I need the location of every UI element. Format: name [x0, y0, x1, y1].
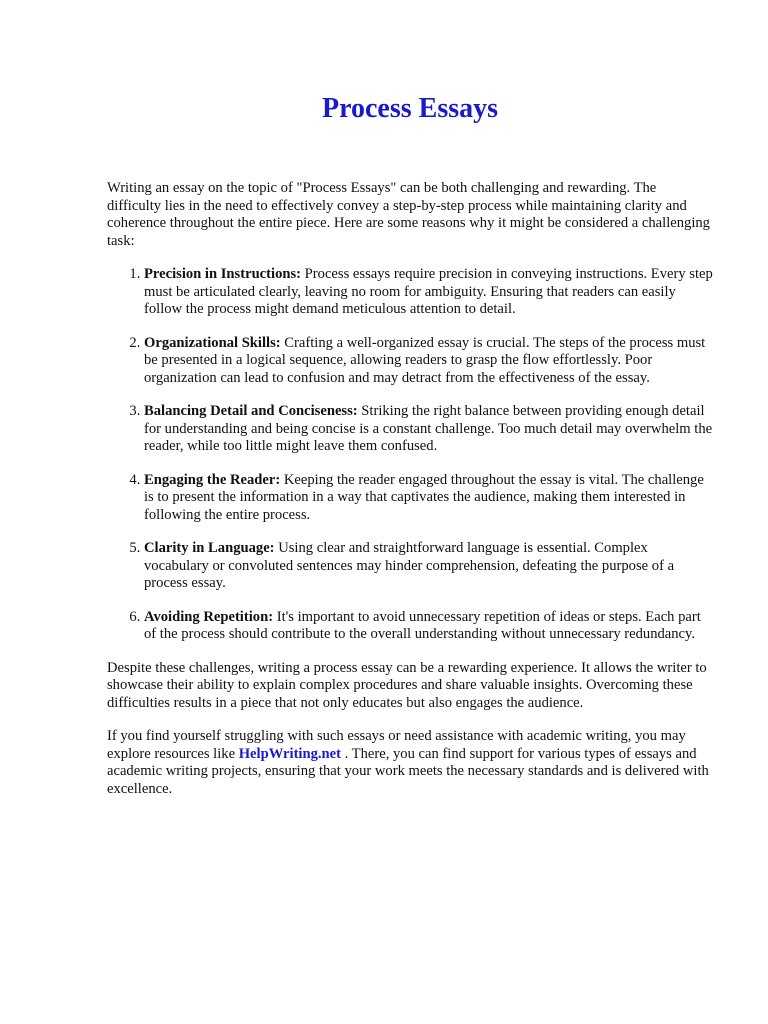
list-item-heading: Balancing Detail and Conciseness:	[144, 403, 358, 419]
list-item-heading: Precision in Instructions:	[144, 266, 302, 282]
list-item-text: Striking the right balance between providing enough detail for understanding and being concise is a constant challenge. Too much detail may overwhelm the reader, while too little might leave them confused.	[144, 403, 713, 454]
list-item	[144, 335, 713, 388]
list-item	[144, 403, 713, 456]
list-item-heading: Avoiding Repetition:	[144, 608, 274, 625]
list-item-heading: Organizational Skills:	[144, 334, 281, 351]
list-item-heading: Clarity in Language:	[144, 540, 275, 556]
list-item-text: Process essays require precision in conveying instructions. Every step must be articulated clearly, leaving no room for ambiguity. Ensuring that readers can easily follow the process might demand meticulous attention to detail.	[144, 266, 713, 317]
list-item	[144, 609, 713, 644]
helpwriting-link[interactable]: HelpWriting.net	[238, 745, 341, 762]
document-body	[107, 180, 713, 814]
closing-paragraph	[107, 728, 713, 798]
page-title: Process Essays	[321, 93, 499, 124]
list-item-text: Keeping the reader engaged throughout the essay is vital. The challenge is to present the information in a way that captivates the audience, making them interested in following the entire process.	[144, 471, 704, 523]
closing-text-after: . There, you can find support for various types of essays and academic writing projects, ensuring that your work meets the necessary standards and is delivered with excellence.	[107, 745, 709, 797]
closing-text-before: If you find yourself struggling with such essays or need assistance with academic writing, you may explore resources like	[107, 728, 686, 762]
list-item	[144, 266, 713, 319]
reasons-list	[107, 266, 713, 644]
list-item	[144, 472, 713, 525]
list-item-text: Using clear and straightforward language is essential. Complex vocabulary or convoluted sentences may hinder comprehension, defeating the purpose of a process essay.	[144, 540, 675, 591]
list-item-text: Crafting a well-organized essay is crucial. The steps of the process must be presented in a logical sequence, allowing readers to grasp the flow effortlessly. Poor organization can lead to confusion and may detract from the effectiveness of the essay.	[144, 334, 706, 386]
conclusion-paragraph: Despite these challenges, writing a process essay can be a rewarding experience. It allows the writer to showcase their ability to explain complex procedures and share valuable insights. Overcoming these difficulties results in a piece that not only educates but also engages the audience.	[107, 659, 707, 711]
list-item-text: It's important to avoid unnecessary repetition of ideas or steps. Each part of the process should contribute to the overall understanding without unnecessary redundancy.	[144, 608, 701, 642]
intro-paragraph: Writing an essay on the topic of "Process Essays" can be both challenging and rewarding. The difficulty lies in the need to effectively convey a step-by-step process while maintaining clarity and coherence throughout the entire piece. Here are some reasons why it might be considered a challenging task:	[107, 180, 710, 249]
list-item-heading: Engaging the Reader:	[144, 471, 281, 488]
list-item	[144, 540, 713, 593]
